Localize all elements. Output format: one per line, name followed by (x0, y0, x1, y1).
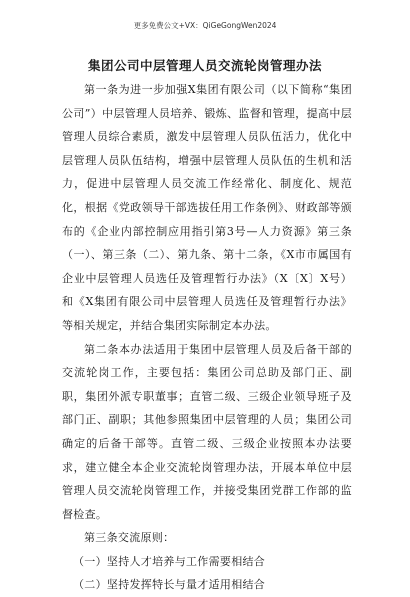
principle-item-2: （二）坚持发挥特长与量才适用相结合 (73, 578, 266, 592)
article-3-paragraph: 第三条交流原则： (84, 531, 175, 545)
principle-item-1: （一）坚持人才培养与工作需要相结合 (73, 554, 266, 568)
document-title: 集团公司中层管理人员交流轮岗管理办法 (87, 58, 322, 73)
article-1-paragraph: 第一条为进一步加强X集团有限公司（以下简称“集团公司”）中层管理人员培养、锻炼、监督和管理，提高中层管理人员综合素质，激发中层管理人员队伍活力，优化中层管理人员队伍结构，增强中层管理人员队伍的生机和活力，促进中层管理人员交流工作经常化、制度化、规范化，根据《党政领导干部选拔任用工作条例》、财政部等颁布的《企业内部控制应用指引第3号—人力资源》第三条（一）、第三条（二）、第九条、第十二条，《X市市属国有企业中层管理人员选任及管理暂行办法》（X〔X〕X号）和《X集团有限公司中层管理人员选任及管理暂行办法》等相关规定，并结合集团实际制定本办法。 (62, 83, 352, 332)
document-body (62, 78, 352, 597)
header-note: 更多免费公文+VX：QiGeGongWen2024 (133, 21, 277, 30)
article-2-paragraph: 第二条本办法适用于集团中层管理人员及后备干部的交流轮岗工作，主要包括：集团公司总助及部门正、副职，集团外派专职董事；直管二级、三级企业领导班子及部门正、副职；其他参照集团中层管理的人员；集团公司确定的后备干部等。直管二级、三级企业按照本办法要求，建立健全本企业交流轮岗管理办法，开展本单位中层管理人员交流轮岗管理工作，并接受集团党群工作部的监督检查。 (62, 342, 352, 521)
